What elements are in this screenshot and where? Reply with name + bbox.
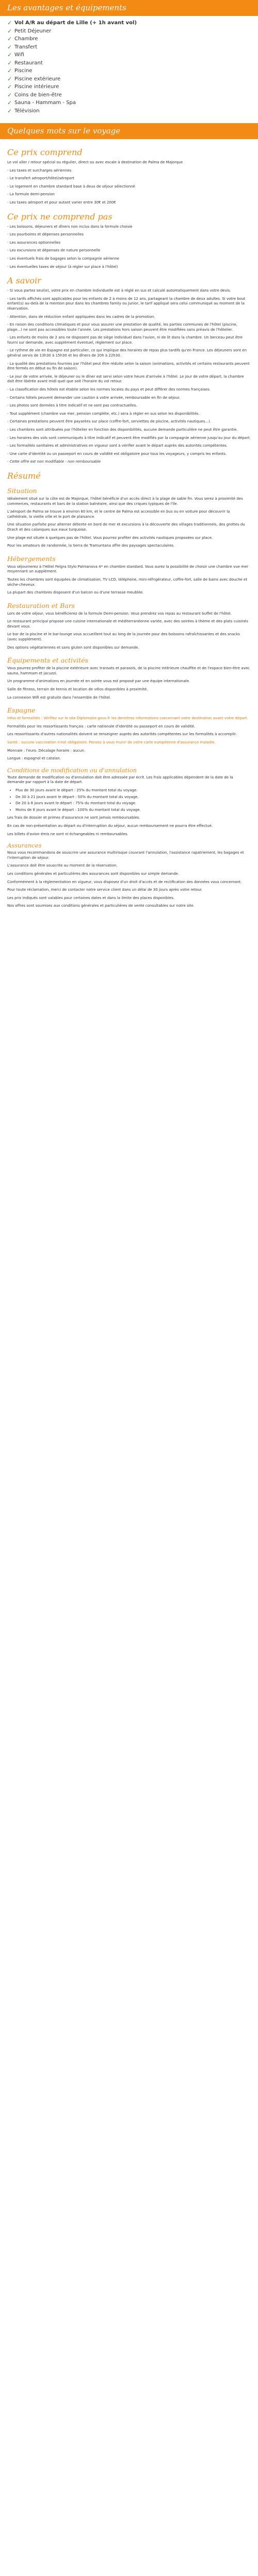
- text-block: Conformément à la réglementation en vigueur, vous disposez d'un droit d'accès et de rectification des données vous concernant.: [7, 879, 242, 884]
- text-block: Nos offres sont soumises aux conditions générales et particulières de vente consultables sur notre site.: [7, 904, 195, 908]
- check-icon: ✓: [7, 75, 12, 82]
- text-block: - Les pourboires et dépenses personnelles: [7, 232, 84, 237]
- text-block: - Tout supplément (chambre vue mer, pension complète, etc.) sera à régler en sus selon les disponibilités.: [7, 411, 200, 416]
- text-block: Les frais de dossier et primes d'assurance ne sont jamais remboursables.: [7, 816, 140, 820]
- text-block: - Les taxes aéroport et pour autant varier entre 30€ et 200€: [7, 200, 116, 205]
- text-block: - Certaines prestations peuvent être payantes sur place (coffre-fort, serviettes de piscine, activités nautiques...).: [7, 419, 212, 424]
- text-block: En cas de non-présentation au départ ou d'interruption du séjour, aucun remboursement ne pourra être effectué.: [7, 823, 213, 828]
- text-block: Nous vous recommandons de souscrire une assurance multirisque couvrant l'annulation, l'assistance rapatriement, les bagages et l'interruption de séjour.: [7, 851, 244, 860]
- text-block: L'aéroport de Palma se trouve à environ 60 km, et le centre de Palma est accessible en bus ou en voiture pour découvrir la cathédrale, la vieille ville et le port de plaisance.: [7, 510, 230, 519]
- advantage-item: [7, 35, 251, 43]
- advantage-item: [7, 67, 251, 75]
- bullet-list: [7, 788, 251, 812]
- advantage-item: [7, 19, 251, 27]
- page: [0, 0, 258, 919]
- list-item: • Plus de 30 jours avant le départ : 25% du montant total du voyage.: [15, 788, 251, 793]
- subsection-heading: Hébergements: [7, 554, 56, 563]
- advantage-item: [7, 107, 251, 115]
- text-block: Des options végétariennes et sans gluten sont disponibles sur demande.: [7, 645, 139, 650]
- text-block: - Les éventuelles taxes de séjour (à régler sur place à l'hôtel): [7, 264, 118, 269]
- text-block: Vous pourrez profiter de la piscine extérieure avec transats et parasols, de la piscine intérieure chauffée et de l'espace bien-être avec sauna, hammam et jacuzzi.: [7, 666, 250, 675]
- advantages-title: Les avantages et équipements: [0, 0, 258, 16]
- text-block: Un programme d'animations en journée et en soirée vous est proposé par une équipe internationale.: [7, 679, 190, 684]
- advantage-label: Chambre: [14, 36, 38, 42]
- text-block: Vous séjournerez à l'Hôtel Felgra Stylo Palmanova 4* en chambre standard. Vous aurez la possibilité de choisir une chambre vue mer moyennant un supplément.: [7, 564, 249, 574]
- text-block: - Le rythme de vie en Espagne est particulier, ce qui implique des horaires de repas plus tardifs qu'en France. Les déjeuners sont en général servis de 13h30 à 15h30 et les dîners de 20h à 22h30.: [7, 348, 247, 358]
- advantages-box: [0, 16, 258, 119]
- section-heading: Ce prix comprend: [7, 147, 83, 157]
- text-block: - Les excursions et dépenses de nature personnelle: [7, 248, 101, 253]
- check-icon: ✓: [7, 43, 12, 50]
- text-block: - En raison des conditions climatiques et pour vous assurer une prestation de qualité, les parties communes de l'hôtel (piscine, plage...) ne sont pas accessibles toute l'année. Les prestations hors saison peuvent être modifiées sans préavis de l'hôtelier.: [7, 323, 237, 332]
- advantage-item: [7, 75, 251, 83]
- text-block: Le bar de la piscine et le bar-lounge vous accueillent tout au long de la journée pour des boissons rafraîchissantes et des snacks (avec supplément).: [7, 632, 240, 642]
- advantage-label: Vol A/R au départ de Lille (+ 1h avant vol): [14, 20, 137, 26]
- check-icon: ✓: [7, 107, 12, 114]
- list-item: • De 30 à 21 jours avant le départ : 50% du montant total du voyage.: [15, 795, 251, 800]
- subsection-heading: Situation: [7, 486, 37, 495]
- minor-heading: Assurances: [7, 842, 42, 850]
- text-block: - Les tarifs affichés sont applicables pour les enfants de 2 à moins de 12 ans, partageant la chambre de deux adultes. Si votre bout enfant(s) au-delà de la mention pour dans les chambres family ou Junior, le tarif appliqué sera celui communiqué au moment de la réservation.: [7, 296, 246, 311]
- advantage-label: Télévision: [14, 108, 40, 114]
- moreinfo-content: [0, 139, 258, 919]
- text-block: - Les éventuels frais de bagages selon la compagnie aérienne: [7, 256, 119, 261]
- text-block: Les prix indiqués sont valables pour certaines dates et dans la limite des places disponibles.: [7, 895, 175, 900]
- advantage-label: Transfert: [14, 44, 38, 50]
- check-icon: ✓: [7, 27, 12, 35]
- section-heading: Ce prix ne comprend pas: [7, 211, 112, 222]
- advantage-label: Restaurant: [14, 60, 43, 66]
- text-block: - Attention, dans de réduction enfant appliquées dans les cadres de la promotion.: [7, 314, 155, 319]
- text-block: Idéalement situé sur la côte est de Majorque, l'hôtel bénéficie d'un accès direct à la plage de sable fin. Vous serez à proximité des commerces, restaurants et bars de la station balnéaire, ainsi que des criques typiques de l'île.: [7, 496, 243, 506]
- text-block: - La qualité des prestations fournies par l'hôtel peut être réduite selon la saison (animations, activités et certains restaurants peuvent être fermés en début ou fin de saison).: [7, 361, 250, 371]
- text-block: Formalités pour les ressortissants français : carte nationale d'identité ou passeport en cours de validité.: [7, 724, 196, 728]
- advantage-label: Petit Déjeuner: [14, 28, 52, 34]
- text-block: - Les assurances optionnelles: [7, 240, 61, 245]
- check-icon: ✓: [7, 36, 12, 42]
- check-icon: ✓: [7, 99, 12, 106]
- text-block: Une situation parfaite pour alterner détente en bord de mer et excursions à la découverte des villages traditionnels, des grottes du Drach et des calanques aux eaux turquoise.: [7, 522, 245, 532]
- advantage-label: Piscine: [14, 68, 33, 74]
- check-icon: ✓: [7, 20, 12, 26]
- text-block: - Certains hôtels peuvent demander une caution à votre arrivée, remboursable en fin de séjour.: [7, 395, 181, 400]
- text-block: - Les taxes et surcharges aériennes: [7, 168, 72, 173]
- advantages-list: [7, 19, 251, 115]
- check-icon: ✓: [7, 91, 12, 98]
- check-icon: ✓: [7, 83, 12, 90]
- text-block: Pour toute réclamation, merci de contacter notre service client dans un délai de 30 jours après votre retour.: [7, 888, 203, 892]
- subsection-heading: Équipements et activités: [7, 656, 89, 665]
- check-icon: ✓: [7, 67, 12, 74]
- text-block: Santé : aucune vaccination n'est obligatoire. Pensez à vous munir de votre carte européenne d'assurance maladie.: [7, 740, 216, 744]
- text-block: - La classification des hôtels est établie selon les normes locales du pays et peut différer des normes françaises.: [7, 387, 211, 392]
- list-item: • Moins de 8 jours avant le départ : 100% du montant total du voyage.: [15, 808, 251, 813]
- advantage-item: [7, 83, 251, 91]
- advantage-item: [7, 59, 251, 67]
- subsection-heading: Espagne: [7, 706, 36, 715]
- text-block: - Les horaires des vols sont communiqués à titre indicatif et peuvent être modifiés par la compagnie aérienne jusqu'au jour du départ.: [7, 435, 251, 440]
- text-block: Le vol aller / retour spécial ou régulier, direct ou avec escale à destination de Palma de Majorque: [7, 160, 183, 164]
- moreinfo-title: Quelques mots sur le voyage: [0, 123, 258, 139]
- text-block: Les conditions générales et particulières des assurances sont disponibles sur simple demande.: [7, 871, 180, 876]
- check-icon: ✓: [7, 59, 12, 66]
- text-block: - Le transfert aéroport/hôtel/aéroport: [7, 176, 75, 181]
- text-block: Langue : espagnol et catalan.: [7, 756, 61, 761]
- text-block: - Les boissons, déjeuners et dîners non inclus dans la formule choisie: [7, 224, 133, 229]
- text-block: Infos et formalités : Vérifiez sur le site Diplomatie.gouv.fr les dernières informations concernant votre destination avant votre départ.: [7, 716, 248, 721]
- text-block: Le restaurant principal propose une cuisine internationale et méditerranéenne variée, avec des soirées à thème et des plats cuisinés devant vous.: [7, 619, 248, 629]
- text-block: - Cette offre est non modifiable - non remboursable: [7, 460, 101, 464]
- text-block: Toute demande de modification ou d'annulation doit être adressée par écrit. Les frais applicables dépendent de la date de la demande par rapport à la date de départ.: [7, 775, 233, 785]
- text-block: La plupart des chambres disposent d'un balcon ou d'une terrasse meublée.: [7, 590, 144, 595]
- text-block: Salle de fitness, terrain de tennis et location de vélos disponibles à proximité.: [7, 687, 148, 692]
- text-block: Monnaie : l'euro. Décalage horaire : aucun.: [7, 748, 85, 753]
- advantage-item: [7, 27, 251, 36]
- list-item: • De 20 à 8 jours avant le départ : 75% du montant total du voyage.: [15, 801, 251, 806]
- text-block: Toutes les chambres sont équipées de climatisation, TV LCD, téléphone, mini-réfrigérateur, coffre-fort, salle de bains avec douche et sèche-cheveux.: [7, 577, 248, 587]
- advantage-label: Piscine extérieure: [14, 76, 61, 82]
- text-block: La connexion Wifi est gratuite dans l'ensemble de l'hôtel.: [7, 695, 111, 700]
- advantage-item: [7, 99, 251, 107]
- text-block: - Les chambres sont attribuées par l'hôtelier en fonction des disponibilités, aucune demande particulière ne peut être garantie.: [7, 428, 238, 432]
- text-block: L'assurance doit être souscrite au moment de la réservation.: [7, 863, 118, 868]
- text-block: - Les formalités sanitaires et administratives en vigueur sont à vérifier avant le départ auprès des autorités compétentes.: [7, 444, 228, 448]
- check-icon: ✓: [7, 52, 12, 58]
- text-block: - Le logement en chambre standard base à deux de séjour sélectionné: [7, 184, 135, 189]
- advantage-label: Sauna - Hammam - Spa: [14, 100, 76, 106]
- text-block: - Le jour de votre arrivée, le déjeuner ou le dîner est servi selon votre heure d'arrivée à l'hôtel. Le jour de votre départ, la chambre doit être libérée avant midi quel que soit l'horaire du vol retour.: [7, 374, 244, 384]
- text-block: - La formule demi-pension: [7, 192, 55, 197]
- advantage-label: Piscine intérieure: [14, 84, 59, 90]
- text-block: - Les photos sont données à titre indicatif et ne sont pas contractuelles.: [7, 403, 137, 408]
- text-block: - Si vous partez seul(e), votre prix en chambre individuelle est à réglé en sus et calculé automatiquement dans votre devis.: [7, 289, 231, 293]
- text-block: - Une carte d'identité ou un passeport en cours de validité est obligatoire pour tous les voyageurs, y compris les enfants.: [7, 451, 227, 456]
- advantage-item: [7, 51, 251, 59]
- advantage-item: [7, 43, 251, 52]
- subsection-heading: Restauration et Bars: [7, 601, 75, 609]
- text-block: Lors de votre séjour, vous bénéficierez de la formule Demi-pension. Vous prendrez vos repas au restaurant buffet de l'hôtel.: [7, 611, 232, 616]
- text-block: Une plage est située à quelques pas de l'hôtel. Vous pourrez profiter des activités nautiques proposées sur place.: [7, 535, 213, 540]
- advantage-label: Coins de bien-être: [14, 92, 62, 98]
- section-heading: A savoir: [7, 276, 41, 286]
- text-block: Les ressortissants d'autres nationalités doivent se renseigner auprès des autorités compétentes sur les formalités à accomplir.: [7, 732, 237, 737]
- text-block: - Les enfants de moins de 2 ans ne disposent pas de siège individuel dans l'avion, ni de lit dans la chambre. Un berceau peut être fourni sur demande, avec supplément éventuel, règlement sur place.: [7, 335, 243, 345]
- advantage-label: Wifi: [14, 52, 24, 58]
- text-block: Pour les amateurs de randonnée, la Serra de Tramuntana offre des paysages spectaculaires.: [7, 544, 175, 548]
- advantage-item: [7, 91, 251, 99]
- minor-heading: Conditions de modification ou d'annulation: [7, 766, 137, 774]
- section-heading: Résumé: [7, 470, 41, 481]
- text-block: Les billets d'avion émis ne sont ni échangeables ni remboursables.: [7, 832, 128, 836]
